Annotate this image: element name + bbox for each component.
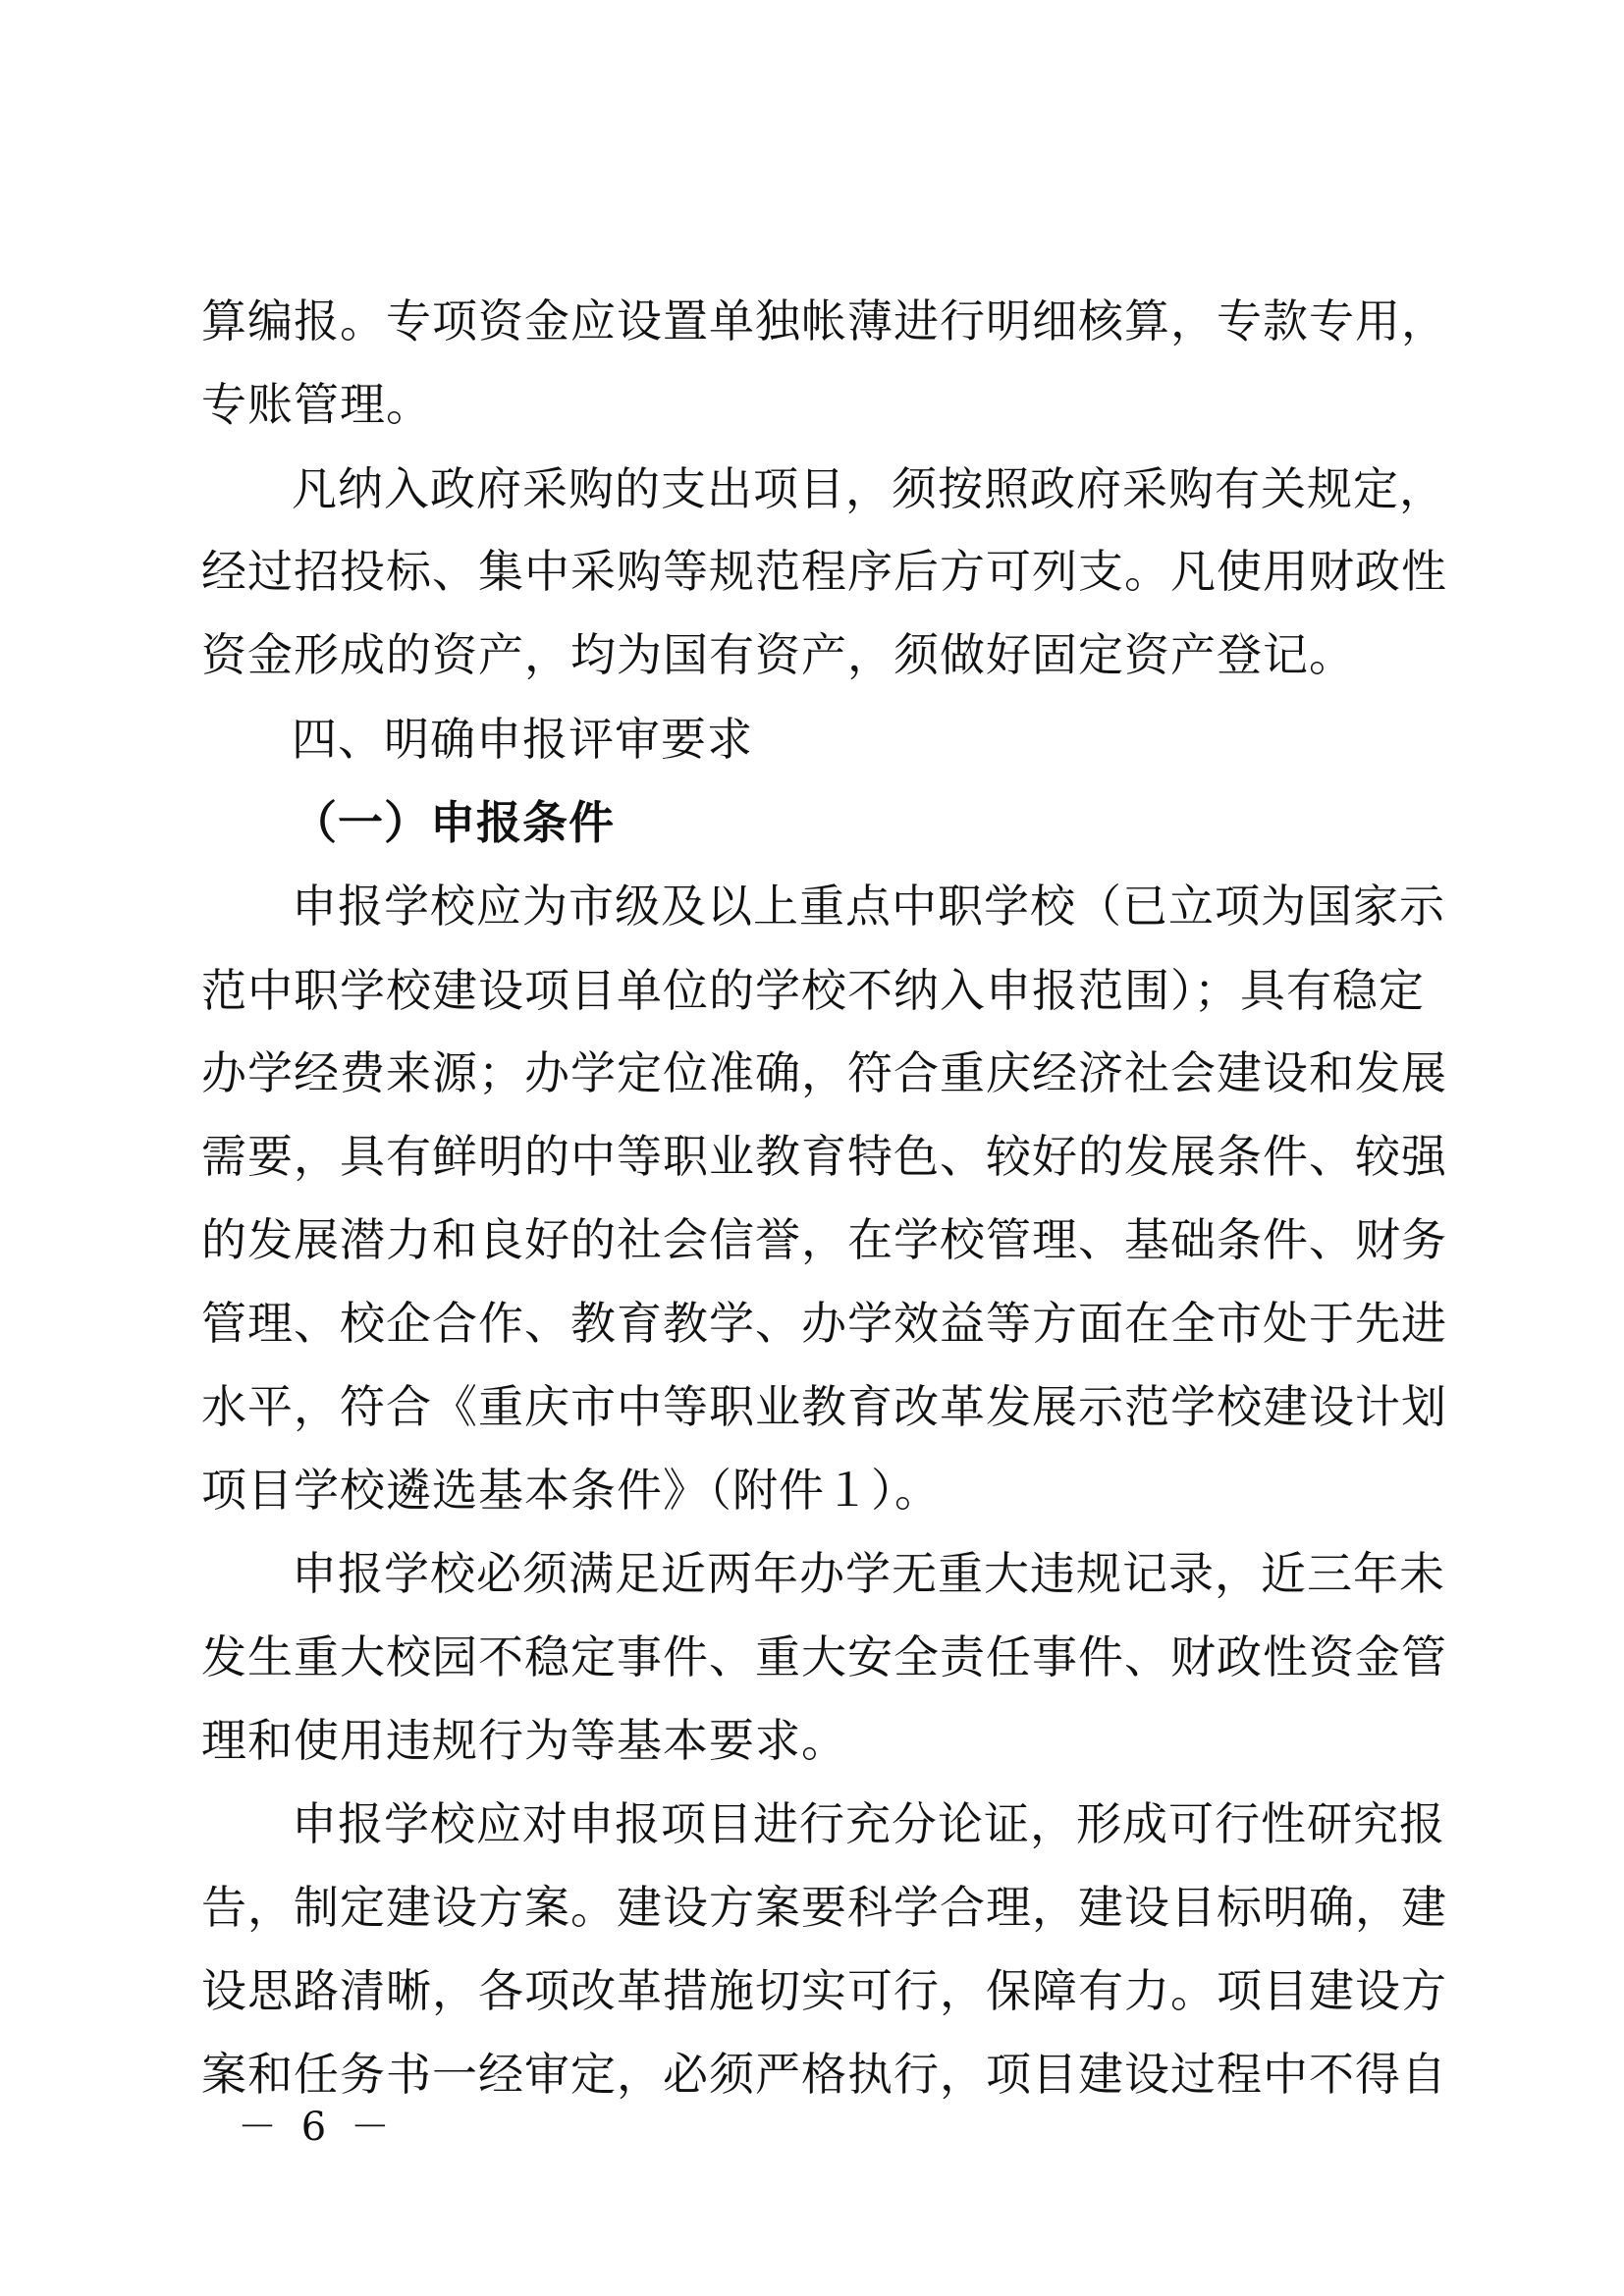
- body-line: 案和任务书一经审定，必须严格执行，项目建设过程中不得自: [201, 2048, 1447, 2101]
- section-heading: 四、明确申报评审要求: [292, 713, 753, 766]
- page-number: － 6 －: [238, 2105, 396, 2150]
- body-line: 办学经费来源；办学定位准确，符合重庆经济社会建设和发展: [201, 1046, 1447, 1099]
- body-line: 告，制定建设方案。建设方案要科学合理，建设目标明确，建: [201, 1881, 1447, 1934]
- paragraph-first-line: 凡纳入政府采购的支出项目，须按照政府采购有关规定，: [292, 462, 1445, 515]
- body-line: 管理、校企合作、教育教学、办学效益等方面在全市处于先进: [201, 1297, 1447, 1350]
- body-line: 水平，符合《重庆市中等职业教育改革发展示范学校建设计划: [201, 1380, 1447, 1433]
- body-line: 设思路清晰，各项改革措施切实可行，保障有力。项目建设方: [201, 1964, 1447, 2017]
- body-line: 发生重大校园不稳定事件、重大安全责任事件、财政性资金管: [201, 1630, 1447, 1683]
- subsection-heading: （一）申报条件: [292, 796, 615, 849]
- body-line: 算编报。专项资金应设置单独帐薄进行明细核算，专款专用，: [201, 294, 1447, 347]
- body-line: 需要，具有鲜明的中等职业教育特色、较好的发展条件、较强: [201, 1130, 1447, 1183]
- paragraph-first-line: 申报学校应为市级及以上重点中职学校（已立项为国家示: [292, 880, 1445, 933]
- paragraph-first-line: 申报学校应对申报项目进行充分论证，形成可行性研究报: [292, 1797, 1445, 1850]
- body-line: 的发展潜力和良好的社会信誉，在学校管理、基础条件、财务: [201, 1213, 1447, 1266]
- body-line: 专账管理。: [201, 378, 432, 431]
- body-line: 经过招投标、集中采购等规范程序后方可列支。凡使用财政性: [201, 545, 1447, 598]
- body-line: 资金形成的资产，均为国有资产，须做好固定资产登记。: [201, 628, 1355, 681]
- body-line: 范中职学校建设项目单位的学校不纳入申报范围）；具有稳定: [201, 964, 1425, 1017]
- body-line: 理和使用违规行为等基本要求。: [201, 1714, 847, 1767]
- body-line: 项目学校遴选基本条件》（附件１）。: [201, 1464, 941, 1517]
- paragraph-first-line: 申报学校必须满足近两年办学无重大违规记录，近三年未: [292, 1547, 1445, 1600]
